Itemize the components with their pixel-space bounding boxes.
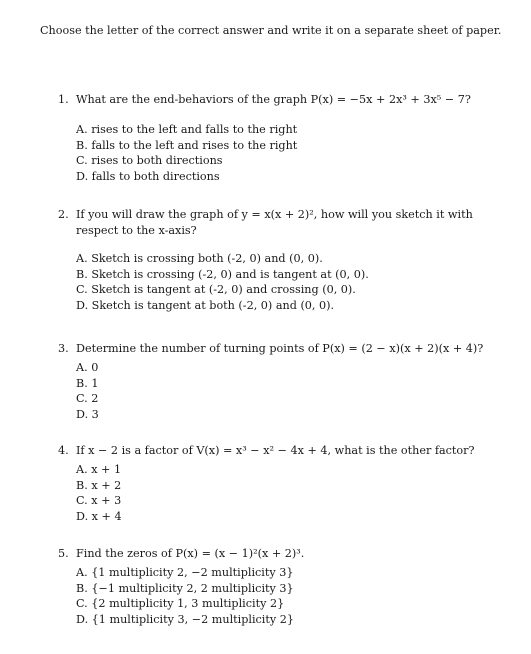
choice-a: A. Sketch is crossing both (-2, 0) and (0, 0). xyxy=(76,252,323,265)
choice-b: B. Sketch is crossing (-2, 0) and is tangent at (0, 0). xyxy=(76,267,369,281)
question-5 xyxy=(58,546,510,627)
question-stem: Determine the number of turning points of P(x) = (2 − x)(x + 2)(x + 4)? xyxy=(76,342,484,355)
choice-c: C. {2 multiplicity 1, 3 multiplicity 2} xyxy=(76,597,285,611)
question-3 xyxy=(58,341,510,422)
choice-d: D. 3 xyxy=(76,407,99,421)
choice-a: A. 0 xyxy=(76,361,99,374)
choice-a: A. rises to the left and falls to the right xyxy=(76,123,298,136)
choice-c: C. x + 3 xyxy=(76,494,122,508)
choice-d: D. Sketch is tangent at both (-2, 0) and (0, 0). xyxy=(76,298,335,312)
choice-d: D. x + 4 xyxy=(76,509,122,523)
question-number: 3. xyxy=(58,342,69,355)
question-number: 2. xyxy=(58,208,69,221)
choice-c: C. Sketch is tangent at (-2, 0) and crossing (0, 0). xyxy=(76,283,356,297)
choice-a: A. {1 multiplicity 2, −2 multiplicity 3} xyxy=(76,566,294,579)
question-4 xyxy=(58,443,510,524)
question-number: 5. xyxy=(58,547,69,560)
question-2 xyxy=(58,207,510,313)
choice-d: D. falls to both directions xyxy=(76,169,220,183)
choice-b: B. falls to the left and rises to the right xyxy=(76,138,298,152)
question-1 xyxy=(58,92,510,184)
choice-a: A. x + 1 xyxy=(76,463,122,476)
question-number: 4. xyxy=(58,444,69,457)
choice-b: B. x + 2 xyxy=(76,478,122,492)
choice-c: C. 2 xyxy=(76,392,99,406)
choice-d: D. {1 multiplicity 3, −2 multiplicity 2} xyxy=(76,612,294,626)
choice-c: C. rises to both directions xyxy=(76,154,223,168)
question-stem: If you will draw the graph of y = x(x + 2)², how will you sketch it with respect to the x-axis? xyxy=(76,208,473,237)
choice-b: B. {−1 multiplicity 2, 2 multiplicity 3} xyxy=(76,581,294,595)
question-stem: Find the zeros of P(x) = (x − 1)²(x + 2)³. xyxy=(76,547,305,560)
instructions: Choose the letter of the correct answer and write it on a separate sheet of paper. xyxy=(40,24,502,37)
question-number: 1. xyxy=(58,93,69,106)
question-stem: If x − 2 is a factor of V(x) = x³ − x² − 4x + 4, what is the other factor? xyxy=(76,444,475,457)
question-stem: What are the end-behaviors of the graph P(x) = −5x + 2x³ + 3x⁵ − 7? xyxy=(76,93,471,106)
choice-b: B. 1 xyxy=(76,376,99,390)
